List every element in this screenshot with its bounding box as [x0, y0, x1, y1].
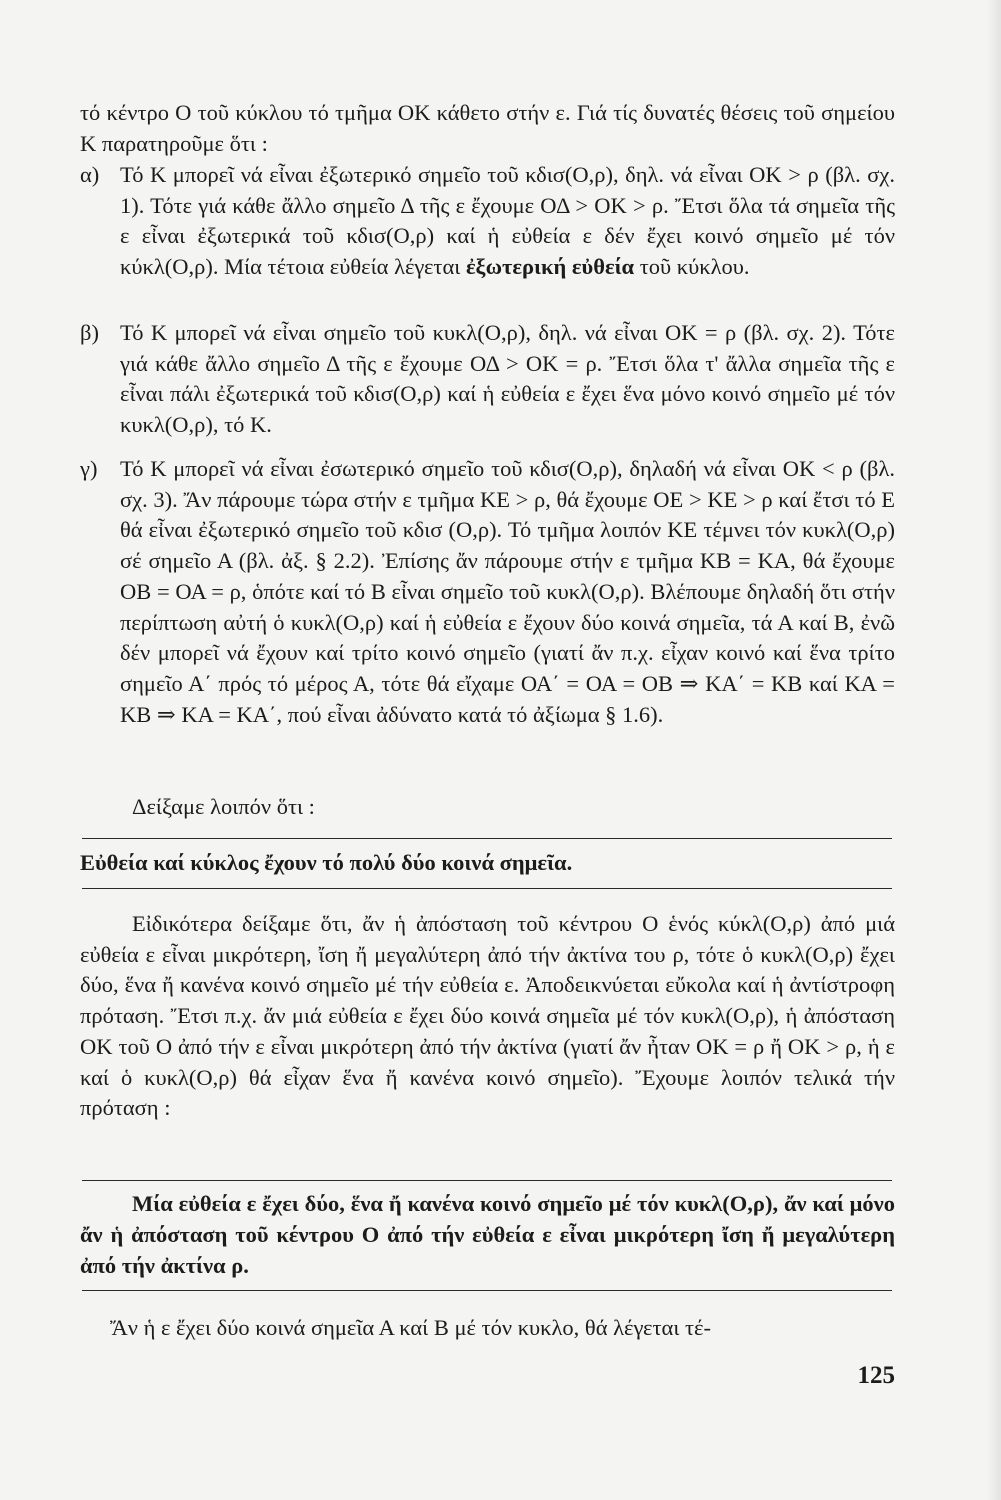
intro-paragraph	[80, 98, 895, 159]
theorem1-top-rule	[82, 838, 892, 839]
case-beta-label: β)	[80, 320, 99, 345]
theorem2	[80, 1188, 895, 1281]
case-beta-text: Τό Κ μπορεῖ νά εἶναι σημεῖο τοῦ κυκλ(Ο,ρ), δηλ. νά εἶναι ΟΚ = ρ (βλ. σχ. 2). Τότε γιά κάθε ἄλλο σημεῖο Δ τῆς ε ἔχουμε ΟΔ > ΟΚ = ρ. Ἔτσι ὅλα τ' ἄλλα σημεῖα τῆς ε εἶναι πάλι ἐξωτερικά τοῦ κδισ(Ο,ρ) καί ἡ εὐθεία ε ἔχει ἕνα μόνο κοινό σημεῖο μέ τόν κυκλ(Ο,ρ), τό Κ.	[120, 320, 895, 438]
case-gamma	[80, 454, 895, 730]
case-alpha-label: α)	[80, 162, 100, 187]
theorem2-top-rule	[82, 1180, 892, 1181]
case-gamma-label: γ)	[80, 456, 98, 481]
intro-text: τό κέντρο Ο τοῦ κύκλου τό τμῆμα ΟΚ κάθετο στήν ε. Γιά τίς δυνατές θέσεις τοῦ σημείου Κ παρατηροῦμε ὅτι :	[80, 100, 895, 156]
case-alpha-text: Τό Κ μπορεῖ νά εἶναι ἐξωτερικό σημεῖο τοῦ κδισ(Ο,ρ), δηλ. νά εἶναι ΟΚ > ρ (βλ. σχ. 1). Τότε γιά κάθε ἄλλο σημεῖο Δ τῆς ε ἔχουμε ΟΔ > ΟΚ > ρ. Ἔτσι ὅλα τά σημεῖα τῆς ε εἶναι ἐξωτερικά τοῦ κδισ(Ο,ρ) καί ἡ εὐθεία ε δέν ἔχει κοινό σημεῖο μέ τόν κύκλ(Ο,ρ). Μία τέτοια εὐθεία λέγεται	[120, 162, 895, 280]
paragraph-two	[80, 909, 895, 1124]
theorem1-text: Εὐθεία καί κύκλος ἔχουν τό πολύ δύο κοινά σημεῖα.	[80, 850, 573, 875]
external-line-term: ἐξωτερική εὐθεία	[465, 254, 635, 280]
page-number: 125	[857, 1362, 895, 1389]
paragraph-two-text: Εἰδικότερα δείξαμε ὅτι, ἄν ἡ ἀπόσταση τοῦ κέντρου Ο ἑνός κύκλ(Ο,ρ) ἀπό μιά εὐθεία ε εἶναι μικρότερη, ἴση ἤ μεγαλύτερη ἀπό τήν ἀκτίνα του ρ, τότε ὁ κυκλ(Ο,ρ) ἔχει δύο, ἕνα ἤ κανένα κοινό σημεῖο μέ τήν εὐθεία ε. Ἀποδεικνύεται εὔκολα καί ἡ ἀντίστροφη πρόταση. Ἔτσι π.χ. ἄν μιά εὐθεία ε ἔχει δύο κοινά σημεῖα μέ τόν κυκλ(Ο,ρ), ἡ ἀπόσταση ΟΚ τοῦ Ο ἀπό τήν ε εἶναι μικρότερη ἀπό τήν ἀκτίνα (γιατί ἄν ἦταν ΟΚ = ρ ἤ ΟΚ > ρ, ἡ ε καί ὁ κυκλ(Ο,ρ) θά εἶχαν ἕνα ἤ κανένα κοινό σημεῖο). Ἔχουμε λοιπόν τελικά τήν πρόταση :	[80, 911, 895, 1121]
theorem1-bottom-rule	[82, 888, 892, 889]
final-paragraph	[80, 1313, 895, 1344]
theorem2-text: Μία εὐθεία ε ἔχει δύο, ἕνα ἤ κανένα κοινό σημεῖο μέ τόν κυκλ(Ο,ρ), ἄν καί μόνο ἄν ἡ ἀπόσταση τοῦ κέντρου Ο ἀπό τήν εὐθεία ε εἶναι μικρότερη ἴση ἤ μεγαλύτερη ἀπό τήν ἀκτίνα ρ.	[80, 1191, 895, 1278]
page-edge-shadow	[987, 0, 1001, 1500]
theorem1	[80, 847, 895, 878]
case-alpha	[80, 160, 895, 283]
case-beta	[80, 318, 895, 441]
case-gamma-text: Τό Κ μπορεῖ νά εἶναι ἐσωτερικό σημεῖο τοῦ κδισ(Ο,ρ), δηλαδή νά εἶναι ΟΚ < ρ (βλ. σχ. 3). Ἄν πάρουμε τώρα στήν ε τμῆμα ΚΕ > ρ, θά ἔχουμε ΟΕ > ΚΕ > ρ καί ἔτσι τό Ε θά εἶναι ἐξωτερικό σημεῖο τοῦ κδισ (Ο,ρ). Τό τμῆμα λοιπόν ΚΕ τέμνει τόν κυκλ(Ο,ρ) σέ σημεῖο Α (βλ. ἀξ. § 2.2). Ἐπίσης ἄν πάρουμε στήν ε τμῆμα ΚΒ = ΚΑ, θά ἔχουμε ΟΒ = ΟΑ = ρ, ὁπότε καί τό Β εἶναι σημεῖο τοῦ κυκλ(Ο,ρ). Βλέπουμε δηλαδή ὅτι στήν περίπτωση αὐτή ὁ κυκλ(Ο,ρ) καί ἡ εὐθεία ε ἔχουν δύο κοινά σημεῖα, τά Α καί Β, ἐνῶ δέν μπορεῖ νά ἔχουν καί τρίτο κοινό σημεῖο (γιατί ἄν π.χ. εἶχαν κοινό καί ἕνα τρίτο σημεῖο Α΄ πρός τό μέρος Α, τότε θά εἴχαμε ΟΑ΄ = ΟΑ = ΟΒ ⇒ ΚΑ΄ = ΚΒ καί ΚΑ = ΚΒ ⇒ ΚΑ = ΚΑ΄, πού εἶναι ἀδύνατο κατά τό ἀξίωμα § 1.6).	[120, 456, 895, 727]
case-alpha-body	[120, 160, 895, 283]
case-alpha-text-end: τοῦ κύκλου.	[634, 254, 750, 280]
conclusion-lead	[80, 792, 895, 823]
theorem2-bottom-rule	[82, 1290, 892, 1291]
final-line-text: Ἄν ἡ ε ἔχει δύο κοινά σημεῖα Α καί Β μέ τόν κυκλο, θά λέγεται τέ-	[110, 1315, 711, 1340]
conclusion-lead-text: Δείξαμε λοιπόν ὅτι :	[132, 794, 315, 819]
